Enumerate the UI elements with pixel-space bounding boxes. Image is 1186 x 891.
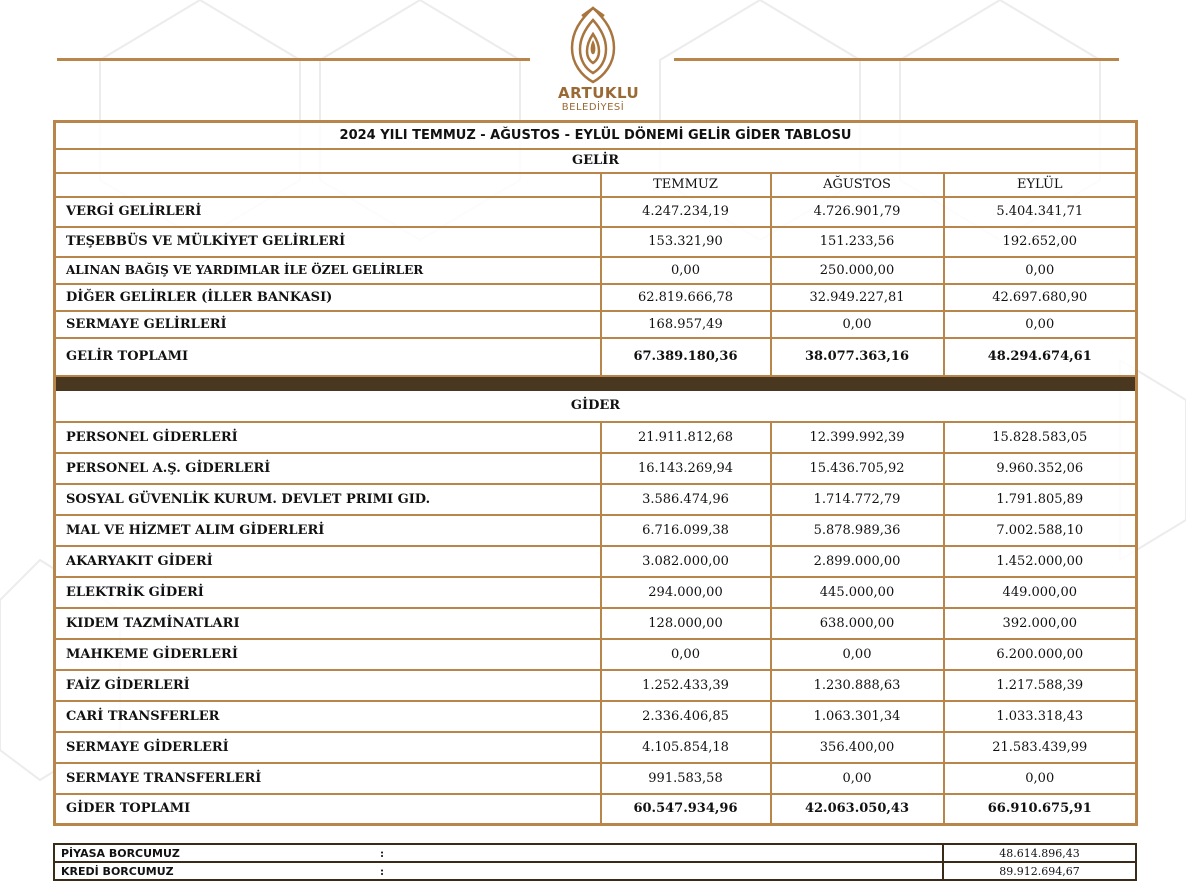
debt-value: 89.912.694,67 — [943, 862, 1136, 880]
cell-eylul: 15.828.583,05 — [944, 422, 1137, 453]
row-label: AKARYAKIT GİDERİ — [55, 546, 601, 577]
cell-temmuz: 4.105.854,18 — [601, 732, 771, 763]
section-divider — [55, 376, 1137, 390]
cell-agustos: 1.063.301,34 — [771, 701, 944, 732]
cell-temmuz: 67.389.180,36 — [601, 338, 771, 376]
row-label: TEŞEBBÜS VE MÜLKİYET GELİRLERİ — [55, 227, 601, 257]
row-label: VERGİ GELİRLERİ — [55, 197, 601, 227]
cell-eylul: 7.002.588,10 — [944, 515, 1137, 546]
income-expense-table — [53, 120, 1138, 826]
cell-temmuz: 168.957,49 — [601, 311, 771, 338]
table-row — [55, 577, 1137, 608]
cell-agustos: 15.436.705,92 — [771, 453, 944, 484]
table-row — [55, 284, 1137, 311]
cell-agustos: 445.000,00 — [771, 577, 944, 608]
table-row — [55, 422, 1137, 453]
cell-agustos: 32.949.227,81 — [771, 284, 944, 311]
column-header-temmuz: TEMMUZ — [601, 173, 771, 197]
cell-eylul: 42.697.680,90 — [944, 284, 1137, 311]
cell-agustos: 0,00 — [771, 763, 944, 794]
debt-value: 48.614.896,43 — [943, 844, 1136, 862]
row-label: GİDER TOPLAMI — [55, 794, 601, 825]
row-label: MAL VE HİZMET ALIM GİDERLERİ — [55, 515, 601, 546]
table-row — [55, 763, 1137, 794]
table-row — [55, 453, 1137, 484]
cell-eylul: 1.452.000,00 — [944, 546, 1137, 577]
logo-subtitle: BELEDİYESİ — [561, 102, 625, 113]
table-title: 2024 YILI TEMMUZ - AĞUSTOS - EYLÜL DÖNEMİ GELİR GİDER TABLOSU — [55, 122, 1137, 149]
cell-agustos: 638.000,00 — [771, 608, 944, 639]
debt-label: KREDİ BORCUMUZ — [54, 862, 374, 880]
cell-temmuz: 4.247.234,19 — [601, 197, 771, 227]
debt-row — [54, 862, 1136, 880]
row-label: GELİR TOPLAMI — [55, 338, 601, 376]
row-label: ELEKTRİK GİDERİ — [55, 577, 601, 608]
cell-eylul: 48.294.674,61 — [944, 338, 1137, 376]
gelir-heading: GELİR — [55, 149, 1137, 173]
row-label: SERMAYE TRANSFERLERİ — [55, 763, 601, 794]
cell-eylul: 1.791.805,89 — [944, 484, 1137, 515]
debt-colon: : — [374, 862, 943, 880]
row-label: MAHKEME GİDERLERİ — [55, 639, 601, 670]
cell-eylul: 9.960.352,06 — [944, 453, 1137, 484]
row-label: PERSONEL A.Ş. GİDERLERİ — [55, 453, 601, 484]
cell-agustos: 151.233,56 — [771, 227, 944, 257]
debt-table — [53, 843, 1137, 881]
row-label: SERMAYE GİDERLERİ — [55, 732, 601, 763]
cell-eylul: 66.910.675,91 — [944, 794, 1137, 825]
table-row — [55, 257, 1137, 284]
cell-temmuz: 60.547.934,96 — [601, 794, 771, 825]
cell-eylul: 1.033.318,43 — [944, 701, 1137, 732]
cell-eylul: 6.200.000,00 — [944, 639, 1137, 670]
table-row — [55, 639, 1137, 670]
cell-temmuz: 2.336.406,85 — [601, 701, 771, 732]
cell-agustos: 38.077.363,16 — [771, 338, 944, 376]
cell-agustos: 1.230.888,63 — [771, 670, 944, 701]
cell-agustos: 4.726.901,79 — [771, 197, 944, 227]
cell-eylul: 0,00 — [944, 311, 1137, 338]
cell-agustos: 42.063.050,43 — [771, 794, 944, 825]
cell-eylul: 5.404.341,71 — [944, 197, 1137, 227]
table-row — [55, 311, 1137, 338]
row-label: SOSYAL GÜVENLİK KURUM. DEVLET PRIMI GID. — [55, 484, 601, 515]
cell-temmuz: 153.321,90 — [601, 227, 771, 257]
cell-temmuz: 128.000,00 — [601, 608, 771, 639]
column-header-eylul: EYLÜL — [944, 173, 1137, 197]
cell-eylul: 449.000,00 — [944, 577, 1137, 608]
header-line-right — [674, 58, 1119, 61]
cell-agustos: 0,00 — [771, 311, 944, 338]
column-header-blank — [55, 173, 601, 197]
gider-total-row — [55, 794, 1137, 825]
cell-eylul: 1.217.588,39 — [944, 670, 1137, 701]
cell-temmuz: 62.819.666,78 — [601, 284, 771, 311]
cell-temmuz: 294.000,00 — [601, 577, 771, 608]
cell-temmuz: 3.586.474,96 — [601, 484, 771, 515]
cell-eylul: 192.652,00 — [944, 227, 1137, 257]
row-label: KIDEM TAZMİNATLARI — [55, 608, 601, 639]
cell-agustos: 250.000,00 — [771, 257, 944, 284]
row-label: FAİZ GİDERLERİ — [55, 670, 601, 701]
cell-temmuz: 3.082.000,00 — [601, 546, 771, 577]
cell-temmuz: 16.143.269,94 — [601, 453, 771, 484]
cell-agustos: 5.878.989,36 — [771, 515, 944, 546]
cell-agustos: 0,00 — [771, 639, 944, 670]
row-label: DİĞER GELİRLER (İLLER BANKASI) — [55, 284, 601, 311]
cell-agustos: 12.399.992,39 — [771, 422, 944, 453]
cell-temmuz: 0,00 — [601, 639, 771, 670]
cell-agustos: 2.899.000,00 — [771, 546, 944, 577]
debt-label: PİYASA BORCUMUZ — [54, 844, 374, 862]
cell-temmuz: 6.716.099,38 — [601, 515, 771, 546]
table-row — [55, 732, 1137, 763]
table-row — [55, 484, 1137, 515]
gelir-total-row — [55, 338, 1137, 376]
column-header-agustos: AĞUSTOS — [771, 173, 944, 197]
cell-temmuz: 0,00 — [601, 257, 771, 284]
header-line-left — [57, 58, 530, 61]
cell-eylul: 0,00 — [944, 763, 1137, 794]
logo-emblem-icon — [558, 6, 628, 86]
row-label: SERMAYE GELİRLERİ — [55, 311, 601, 338]
logo — [558, 6, 640, 116]
cell-eylul: 21.583.439,99 — [944, 732, 1137, 763]
table-row — [55, 608, 1137, 639]
table-row — [55, 515, 1137, 546]
cell-temmuz: 1.252.433,39 — [601, 670, 771, 701]
table-row — [55, 227, 1137, 257]
cell-temmuz: 21.911.812,68 — [601, 422, 771, 453]
table-row — [55, 701, 1137, 732]
cell-agustos: 356.400,00 — [771, 732, 944, 763]
table-row — [55, 670, 1137, 701]
cell-eylul: 392.000,00 — [944, 608, 1137, 639]
table-row — [55, 197, 1137, 227]
debt-colon: : — [374, 844, 943, 862]
logo-name: ARTUKLU — [558, 84, 640, 102]
debt-row — [54, 844, 1136, 862]
cell-agustos: 1.714.772,79 — [771, 484, 944, 515]
cell-temmuz: 991.583,58 — [601, 763, 771, 794]
row-label: PERSONEL GİDERLERİ — [55, 422, 601, 453]
row-label: ALINAN BAĞIŞ VE YARDIMLAR İLE ÖZEL GELİRLER — [55, 257, 601, 284]
gider-heading: GİDER — [55, 390, 1137, 422]
table-row — [55, 546, 1137, 577]
row-label: CARİ TRANSFERLER — [55, 701, 601, 732]
cell-eylul: 0,00 — [944, 257, 1137, 284]
